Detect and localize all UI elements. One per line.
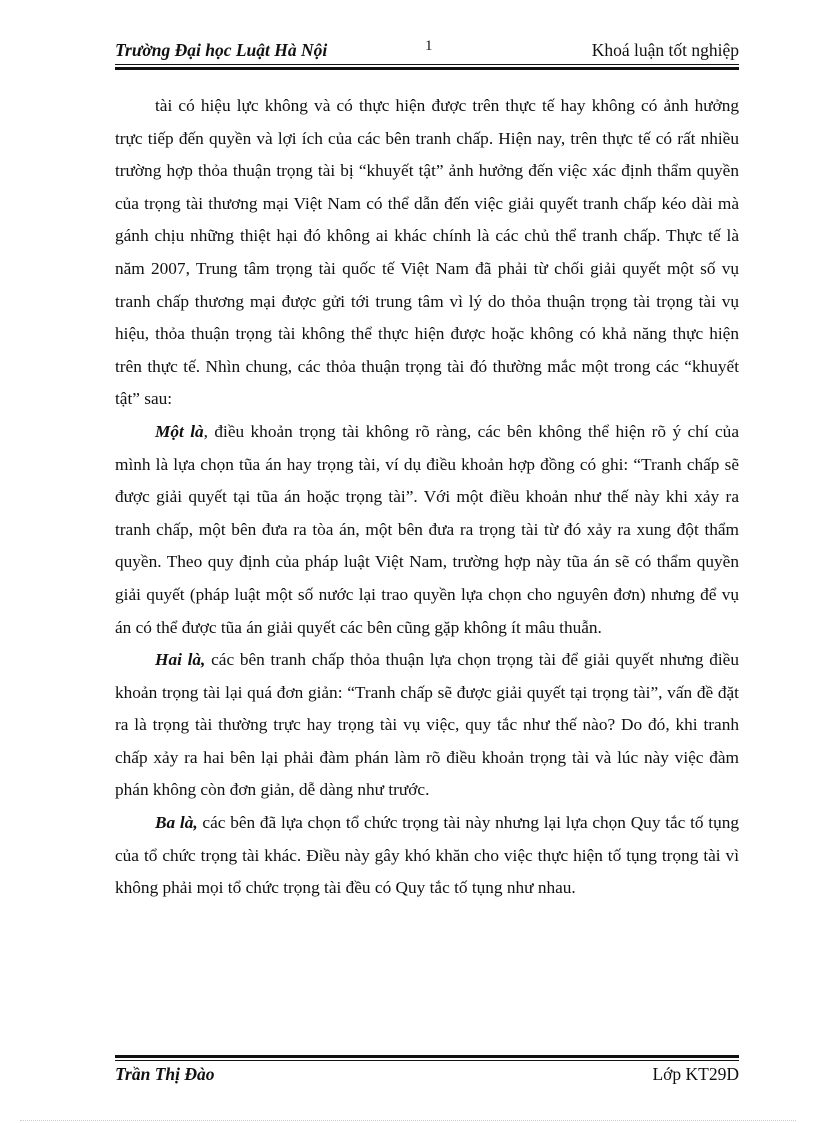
paragraph-lead: Hai là, <box>155 650 206 670</box>
page-footer <box>115 1064 739 1092</box>
paragraph-text: các bên đã lựa chọn tổ chức trọng tài này nhưng lại lựa chọn Quy tắc tố tụng của tổ chức trọng tài khác. Điều này gây khó khăn cho việc thực hiện tố tụng trọng tài vì không phải mọi tổ chức trọng tài đều có Quy tắc tố tụng như nhau. <box>115 813 740 898</box>
page-number: 1 <box>425 38 433 54</box>
header-school: Trường Đại học Luật Hà Nội <box>115 40 328 60</box>
paragraph-text: , điều khoản trọng tài không rõ ràng, các bên không thể hiện rõ ý chí của mình là lựa chọn tũa án hay trọng tài, ví dụ điều khoản hợp đồng có ghi: “Tranh chấp sẽ được giải quyết tại tũa án hoặc trọng tài”. Với một điều khoản như thế này khi xảy ra tranh chấp, một bên đưa ra tòa án, một bên đưa ra trọng tài từ đó xảy ra xung đột thẩm quyền. Theo quy định của pháp luật Việt Nam, trường hợp này tũa án sẽ có thẩm quyền giải quyết (pháp luật một số nước lại trao quyền lựa chọn cho nguyên đơn) nhưng để vụ án có thể được tũa án giải quyết các bên cũng gặp không ít mâu thuẫn. <box>115 421 739 637</box>
paragraph-second-defect <box>115 644 739 807</box>
footer-class: Lớp KT29D <box>652 1064 739 1084</box>
footer-rule-thick <box>115 1055 739 1058</box>
footer-author: Trần Thị Đào <box>115 1064 215 1084</box>
header-rule-thin <box>115 64 739 65</box>
footer-rule-thin <box>115 1060 739 1061</box>
paragraph-text: các bên tranh chấp thỏa thuận lựa chọn trọng tài để giải quyết nhưng điều khoản trọng tài lại quá đơn giản: “Tranh chấp sẽ được giải quyết tại trọng tài”, vấn đề đặt ra là trọng tài thường trực hay trọng tài vụ việc, quy tắc như thế nào? Do đó, khi tranh chấp xảy ra hai bên lại phải đàm phán làm rõ điều khoản trọng tài và lúc này việc đàm phán không còn đơn giản, dễ dàng như trước. <box>115 650 739 800</box>
paragraph-lead: Một là <box>155 421 204 441</box>
page-header <box>115 36 739 64</box>
header-doc-type: Khoá luận tốt nghiệp <box>591 40 739 60</box>
paragraph-first-defect <box>115 416 739 644</box>
paragraph-third-defect <box>115 807 739 905</box>
header-rule-thick <box>115 67 739 70</box>
page-edge-divider <box>20 1120 796 1121</box>
paragraph-lead: Ba là, <box>155 813 198 833</box>
paragraph-intro: tài có hiệu lực không và có thực hiện được trên thực tế hay không có ảnh hưởng trực tiếp đến quyền và lợi ích của các bên tranh chấp. Hiện nay, trên thực tế có rất nhiều trường hợp thỏa thuận trọng tài bị “khuyết tật” ảnh hưởng đến việc xác định thẩm quyền của trọng tài thương mại Việt Nam có thể dẫn đến việc giải quyết tranh chấp kéo dài mà gánh chịu những thiệt hại đó không ai khác chính là các chủ thể tranh chấp. Thực tế là năm 2007, Trung tâm trọng tài quốc tế Việt Nam đã phải từ chối giải quyết một số vụ tranh chấp thương mại được gửi tới trung tâm vì lý do thỏa thuận trọng tài trọng tài vụ hiệu, thỏa thuận trọng tài không thể thực hiện được hoặc không có khả năng thực hiện trên thực tế. Nhìn chung, các thỏa thuận trọng tài đó thường mắc một trong các “khuyết tật” sau: <box>115 96 739 409</box>
document-body <box>115 90 739 905</box>
